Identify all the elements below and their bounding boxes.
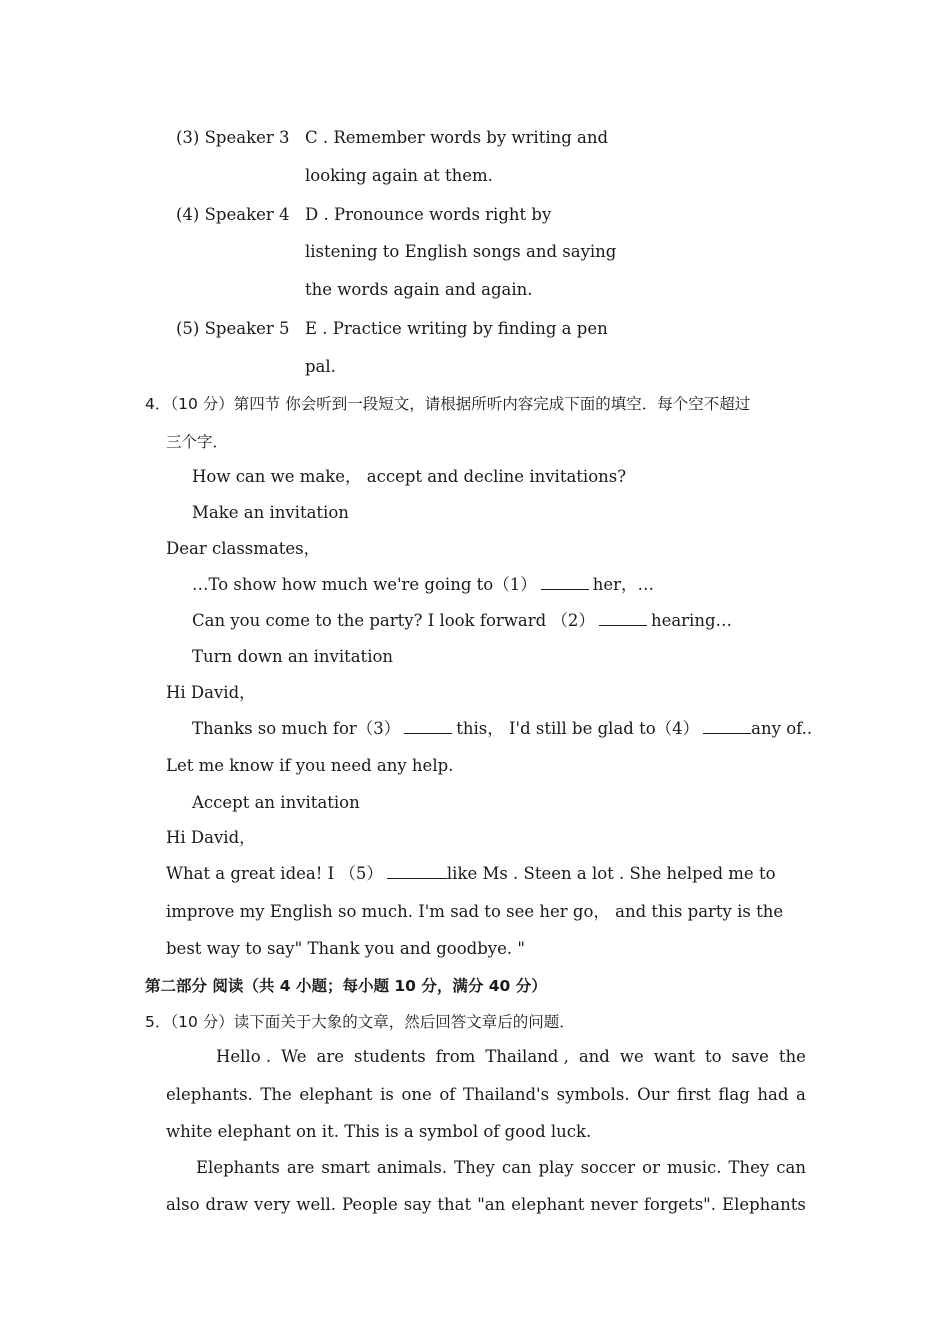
q4-title: How can we make， accept and decline invitations? (192, 467, 627, 486)
option-d-line-1: D . Pronounce words right by (305, 205, 552, 224)
blank-5-input[interactable] (387, 864, 447, 879)
q4-blank-3-pre: Thanks so much for（3） (192, 719, 401, 738)
passage-p1-line-3 (166, 1121, 591, 1143)
passage-word: play (538, 1158, 574, 1177)
passage-word: can (776, 1158, 806, 1177)
question-4-header-cont: 三个字． (166, 433, 229, 451)
passage-word: Thailand , (485, 1047, 569, 1066)
passage-word: one (401, 1085, 432, 1104)
passage-p1-line-2 (166, 1084, 806, 1106)
passage-word: that (437, 1195, 472, 1214)
option-e-line-1: E . Practice writing by finding a pen (305, 319, 608, 338)
passage-word: want (653, 1047, 695, 1066)
q4-dear-classmates: Dear classmates， (166, 539, 321, 558)
passage-word: had (757, 1085, 789, 1104)
passage-word: or (642, 1158, 660, 1177)
option-c-line-1: C . Remember words by writing and (305, 128, 609, 147)
q4-hi-david-2: Hi David， (166, 828, 256, 847)
passage-word: Hello . (216, 1047, 272, 1066)
passage-word: Our (637, 1085, 670, 1104)
passage-word: a (796, 1085, 806, 1104)
passage-word: elephants. (166, 1085, 253, 1104)
q4-make-invitation: Make an invitation (192, 503, 349, 522)
q4-blank-4-post: any of.. (751, 719, 813, 738)
passage-word: very (254, 1195, 291, 1214)
q4-hi-david-1: Hi David， (166, 683, 256, 702)
passage-word: first (676, 1085, 711, 1104)
passage-word: soccer (580, 1158, 636, 1177)
q4-blank-1-line (192, 574, 654, 596)
passage-word: never (590, 1195, 638, 1214)
passage-p1-line-1 (216, 1046, 806, 1068)
part-2-heading: 第二部分 阅读（共 4 小题；每小题 10 分，满分 40 分） (145, 977, 547, 995)
passage-word: flag (718, 1085, 750, 1104)
q4-blank-2-post: hearing… (650, 611, 733, 630)
passage-word: "an (477, 1195, 506, 1214)
passage-word: They (728, 1158, 770, 1177)
option-c-line-2: looking again at them. (305, 166, 493, 185)
question-4-header: 4．（10 分）第四节 你会听到一段短文，请根据所听内容完成下面的填空．每个空不超过 (145, 395, 751, 413)
passage-word: We (281, 1047, 307, 1066)
passage-word: Elephants (722, 1195, 806, 1214)
q4-blank-3-4-line (192, 718, 812, 740)
q4-blank-1-post: her，… (592, 575, 654, 594)
q4-blank-5-post: like Ms . Steen a lot . She helped me to (446, 864, 776, 883)
passage-word: The (260, 1085, 292, 1104)
blank-1-input[interactable] (541, 575, 589, 590)
passage-word: People (342, 1195, 398, 1214)
passage-word: elephant (299, 1085, 373, 1104)
q4-blank-5-line (166, 863, 776, 885)
passage-word: can (501, 1158, 532, 1177)
q4-blank-2-pre: Can you come to the party? I look forward （2） (192, 611, 595, 630)
passage-word: music. (666, 1158, 722, 1177)
speaker-4-label: (4) Speaker 4 (176, 205, 290, 224)
passage-word: elephant (511, 1195, 585, 1214)
passage-word: of (439, 1085, 456, 1104)
q4-best-way-line: best way to say" Thank you and goodbye. " (166, 939, 525, 958)
question-5-header: 5．（10 分）读下面关于大象的文章，然后回答文章后的问题． (145, 1013, 575, 1031)
passage-word: are (316, 1047, 344, 1066)
q4-improve-line: improve my English so much. I'm sad to see her go， and this party is the (166, 902, 784, 921)
q4-turn-down: Turn down an invitation (192, 647, 394, 666)
speaker-3-label: (3) Speaker 3 (176, 128, 290, 147)
passage-p2-line-2 (166, 1194, 806, 1216)
passage-word: well. (296, 1195, 337, 1214)
option-d-line-3: the words again and again. (305, 280, 533, 299)
q4-accept-invitation: Accept an invitation (192, 793, 360, 812)
passage-word: are (286, 1158, 315, 1177)
passage-word: symbols. (556, 1085, 630, 1104)
speaker-5-label: (5) Speaker 5 (176, 319, 290, 338)
q4-blank-5-pre: What a great idea! I （5） (166, 864, 383, 883)
blank-4-input[interactable] (703, 719, 751, 734)
passage-word: white elephant on it. This is a symbol of good luck. (166, 1122, 592, 1141)
passage-word: and (578, 1047, 610, 1066)
q4-blank-2-line (192, 610, 732, 632)
passage-word: smart (321, 1158, 370, 1177)
passage-word: Thailand's (463, 1085, 550, 1104)
passage-word: from (435, 1047, 476, 1066)
passage-word: students (353, 1047, 426, 1066)
q4-blank-3-mid: this， I'd still be glad to（4） (456, 719, 700, 738)
passage-word: animals. (376, 1158, 448, 1177)
passage-word: to (704, 1047, 722, 1066)
blank-2-input[interactable] (599, 611, 647, 626)
passage-word: They (454, 1158, 495, 1177)
passage-word: we (619, 1047, 644, 1066)
passage-word: the (778, 1047, 806, 1066)
q4-blank-1-pre: …To show how much we're going to（1） (192, 575, 537, 594)
passage-word: say (403, 1195, 432, 1214)
passage-word: save (731, 1047, 769, 1066)
blank-3-input[interactable] (404, 719, 452, 734)
passage-word: also (166, 1195, 200, 1214)
passage-word: draw (205, 1195, 248, 1214)
passage-word: Elephants (196, 1158, 280, 1177)
option-e-line-2: pal. (305, 357, 336, 376)
passage-word: is (380, 1085, 394, 1104)
q4-let-me-know: Let me know if you need any help. (166, 756, 454, 775)
passage-word: forgets". (643, 1195, 716, 1214)
passage-p2-line-1 (196, 1157, 806, 1179)
option-d-line-2: listening to English songs and saying (305, 242, 617, 261)
